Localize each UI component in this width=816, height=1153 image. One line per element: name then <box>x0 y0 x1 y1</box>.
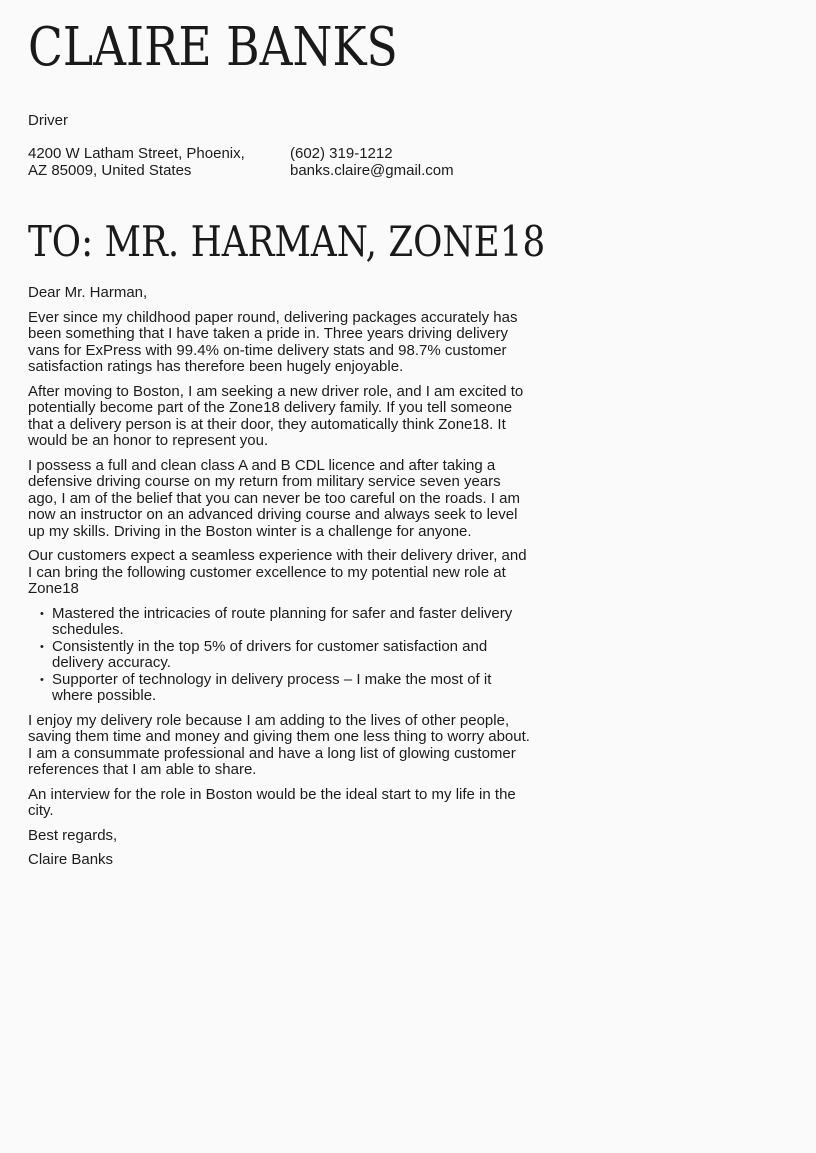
applicant-role: Driver <box>28 112 68 129</box>
letter-body <box>28 285 530 877</box>
recipient-heading: TO: MR. HARMAN, ZONE18 <box>28 217 546 266</box>
signoff: Best regards, <box>28 826 118 844</box>
address-block <box>28 145 278 179</box>
list-item: • Mastered the intricacies of route planning for safer and faster delivery schedules. <box>52 606 530 639</box>
contact-block <box>290 145 530 179</box>
email-address: banks.claire@gmail.com <box>290 162 454 179</box>
achievements-list <box>28 606 530 705</box>
paragraph: An interview for the role in Boston would be the ideal start to my life in the city. <box>28 785 516 819</box>
signature: Claire Banks <box>28 851 114 868</box>
list-item: • Supporter of technology in delivery process – I make the most of it where possible. <box>52 672 530 705</box>
paragraph: I enjoy my delivery role because I am adding to the lives of other people, saving them time and money and giving them one less thing to worry about. I am a consummate professional and have a long list of glowing customer references that I am able to share. <box>28 711 530 778</box>
paragraph: After moving to Boston, I am seeking a new driver role, and I am excited to potentially become part of the Zone18 delivery family. If you tell someone that a delivery person is at their door, they automatically think Zone18. It would be an honor to represent you. <box>28 382 524 449</box>
paragraph: Ever since my childhood paper round, delivering packages accurately has been something that I have taken a pride in. Three years driving delivery vans for ExPress with 99.4% on-time delivery stats and 98.7% customer satisfaction ratings has therefore been hugely enjoyable. <box>28 308 518 375</box>
salutation: Dear Mr. Harman, <box>28 284 148 301</box>
list-item: • Consistently in the top 5% of drivers for customer satisfaction and delivery accuracy. <box>52 639 530 672</box>
paragraph: I possess a full and clean class A and B CDL licence and after taking a defensive driving course on my return from military service seven years ago, I am of the belief that you can never be too careful on the roads. I am now an instructor on an advanced driving course and always seek to level up my skills. Driving in the Boston winter is a challenge for anyone. <box>28 456 520 540</box>
address-line-2: AZ 85009, United States <box>28 162 192 179</box>
phone-number: (602) 319-1212 <box>290 145 393 162</box>
address-line-1: 4200 W Latham Street, Phoenix, <box>28 145 245 162</box>
paragraph: Our customers expect a seamless experience with their delivery driver, and I can bring the following customer excellence to my potential new role at Zone18 <box>28 547 527 597</box>
applicant-name: CLAIRE BANKS <box>28 17 398 78</box>
